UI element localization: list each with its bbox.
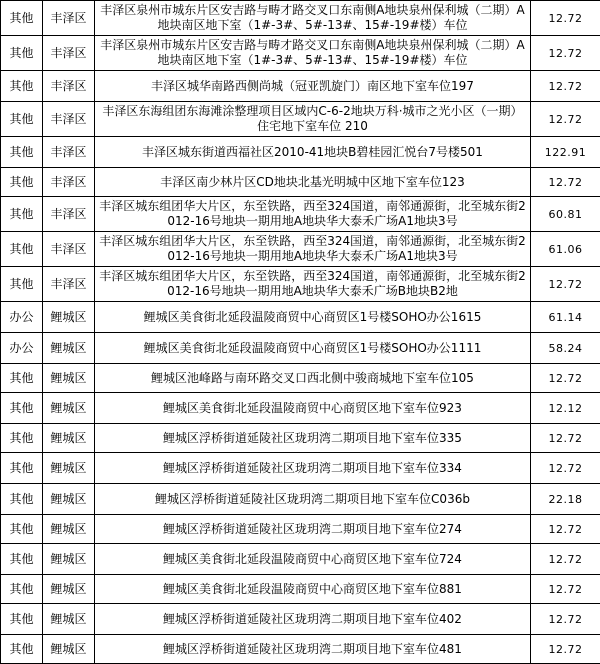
area-cell: 58.24 [531,333,600,364]
district-cell: 鲤城区 [43,544,95,575]
area-cell: 12.12 [531,393,600,424]
area-cell: 12.72 [531,36,600,71]
category-cell: 其他 [1,102,43,137]
district-cell: 丰泽区 [43,102,95,137]
description-cell: 鲤城区浮桥街道延陵社区珑玥湾二期项目地下室车位274 [95,515,531,544]
area-cell: 12.72 [531,102,600,137]
district-cell: 丰泽区 [43,137,95,168]
area-cell: 12.72 [531,515,600,544]
description-cell: 丰泽区城东组团华大片区，东至铁路，西至324国道，南邻通源街，北至城东街2012-16号地块一期用地A地块华大泰禾广场A1地块3号 [95,232,531,267]
category-cell: 其他 [1,575,43,604]
area-cell: 61.06 [531,232,600,267]
description-cell: 鲤城区浮桥街道延陵社区珑玥湾二期项目地下室车位402 [95,604,531,635]
area-cell: 12.72 [531,575,600,604]
table-row [1,1,600,36]
table-row [1,71,600,102]
category-cell: 其他 [1,364,43,393]
category-cell: 其他 [1,267,43,302]
district-cell: 丰泽区 [43,1,95,36]
description-cell: 鲤城区美食街北延段温陵商贸中心商贸区1号楼SOHO办公1111 [95,333,531,364]
area-cell: 12.72 [531,267,600,302]
area-cell: 61.14 [531,302,600,333]
district-cell: 鲤城区 [43,453,95,484]
description-cell: 鲤城区美食街北延段温陵商贸中心商贸区地下室车位923 [95,393,531,424]
district-cell: 鲤城区 [43,515,95,544]
area-cell: 12.72 [531,1,600,36]
district-cell: 鲤城区 [43,635,95,664]
description-cell: 丰泽区城东组团华大片区，东至铁路，西至324国道，南邻通源街，北至城东街2012-16号地块一期用地A地块华大泰禾广场A1地块3号 [95,197,531,232]
description-cell: 鲤城区浮桥街道延陵社区珑玥湾二期项目地下室车位335 [95,424,531,453]
table-row [1,544,600,575]
table-row [1,36,600,71]
district-cell: 丰泽区 [43,197,95,232]
table-row [1,393,600,424]
description-cell: 鲤城区浮桥街道延陵社区珑玥湾二期项目地下室车位C036b [95,484,531,515]
table-row [1,137,600,168]
area-cell: 122.91 [531,137,600,168]
district-cell: 鲤城区 [43,424,95,453]
table-row [1,604,600,635]
table-row [1,168,600,197]
description-cell: 丰泽区南少林片区CD地块北基光明城中区地下室车位123 [95,168,531,197]
description-cell: 丰泽区泉州市城东片区安吉路与畴才路交叉口东南侧A地块泉州保利城（二期）A地块南区地下室（1#-3#、5#-13#、15#-19#楼）车位 [95,1,531,36]
table-row [1,102,600,137]
district-cell: 丰泽区 [43,71,95,102]
area-cell: 60.81 [531,197,600,232]
category-cell: 办公 [1,333,43,364]
category-cell: 其他 [1,197,43,232]
district-cell: 鲤城区 [43,604,95,635]
area-cell: 12.72 [531,364,600,393]
category-cell: 其他 [1,71,43,102]
category-cell: 其他 [1,36,43,71]
description-cell: 丰泽区城华南路西侧尚城（冠亚凯旋门）南区地下室车位197 [95,71,531,102]
description-cell: 丰泽区东海组团东海滩涂整理项目区域内C-6-2地块万科·城市之光小区（一期）住宅地下室车位 210 [95,102,531,137]
area-cell: 12.72 [531,168,600,197]
category-cell: 其他 [1,484,43,515]
category-cell: 其他 [1,515,43,544]
table-row [1,333,600,364]
table-row [1,453,600,484]
description-cell: 丰泽区城东组团华大片区，东至铁路，西至324国道，南邻通源街，北至城东街2012-16号地块一期用地A地块华大泰禾广场B地块B2地 [95,267,531,302]
district-cell: 丰泽区 [43,36,95,71]
category-cell: 其他 [1,1,43,36]
description-cell: 鲤城区美食街北延段温陵商贸中心商贸区1号楼SOHO办公1615 [95,302,531,333]
category-cell: 其他 [1,604,43,635]
table-row [1,364,600,393]
area-cell: 12.72 [531,635,600,664]
table-row [1,484,600,515]
area-cell: 22.18 [531,484,600,515]
category-cell: 其他 [1,168,43,197]
area-cell: 12.72 [531,71,600,102]
district-cell: 鲤城区 [43,364,95,393]
category-cell: 其他 [1,424,43,453]
table-row [1,302,600,333]
description-cell: 丰泽区城东街道西福社区2010-41地块B碧桂园汇悦台7号楼501 [95,137,531,168]
area-cell: 12.72 [531,424,600,453]
category-cell: 其他 [1,453,43,484]
description-cell: 鲤城区浮桥街道延陵社区珑玥湾二期项目地下室车位481 [95,635,531,664]
category-cell: 其他 [1,635,43,664]
district-cell: 丰泽区 [43,267,95,302]
table-row [1,575,600,604]
table-row [1,267,600,302]
area-cell: 12.72 [531,544,600,575]
district-cell: 丰泽区 [43,168,95,197]
category-cell: 其他 [1,232,43,267]
district-cell: 鲤城区 [43,302,95,333]
area-cell: 12.72 [531,453,600,484]
district-cell: 鲤城区 [43,484,95,515]
description-cell: 鲤城区浮桥街道延陵社区珑玥湾二期项目地下室车位334 [95,453,531,484]
category-cell: 其他 [1,393,43,424]
table-row [1,515,600,544]
category-cell: 办公 [1,302,43,333]
table-row [1,635,600,664]
category-cell: 其他 [1,137,43,168]
description-cell: 鲤城区池峰路与南环路交叉口西北侧中骏商城地下室车位105 [95,364,531,393]
table-row [1,424,600,453]
table-row [1,197,600,232]
district-cell: 丰泽区 [43,232,95,267]
district-cell: 鲤城区 [43,575,95,604]
description-cell: 丰泽区泉州市城东片区安吉路与畴才路交叉口东南侧A地块泉州保利城（二期）A地块南区地下室（1#-3#、5#-13#、15#-19#楼）车位 [95,36,531,71]
description-cell: 鲤城区美食街北延段温陵商贸中心商贸区地下室车位881 [95,575,531,604]
district-cell: 鲤城区 [43,393,95,424]
district-cell: 鲤城区 [43,333,95,364]
description-cell: 鲤城区美食街北延段温陵商贸中心商贸区地下室车位724 [95,544,531,575]
category-cell: 其他 [1,544,43,575]
area-cell: 12.72 [531,604,600,635]
table-row [1,232,600,267]
